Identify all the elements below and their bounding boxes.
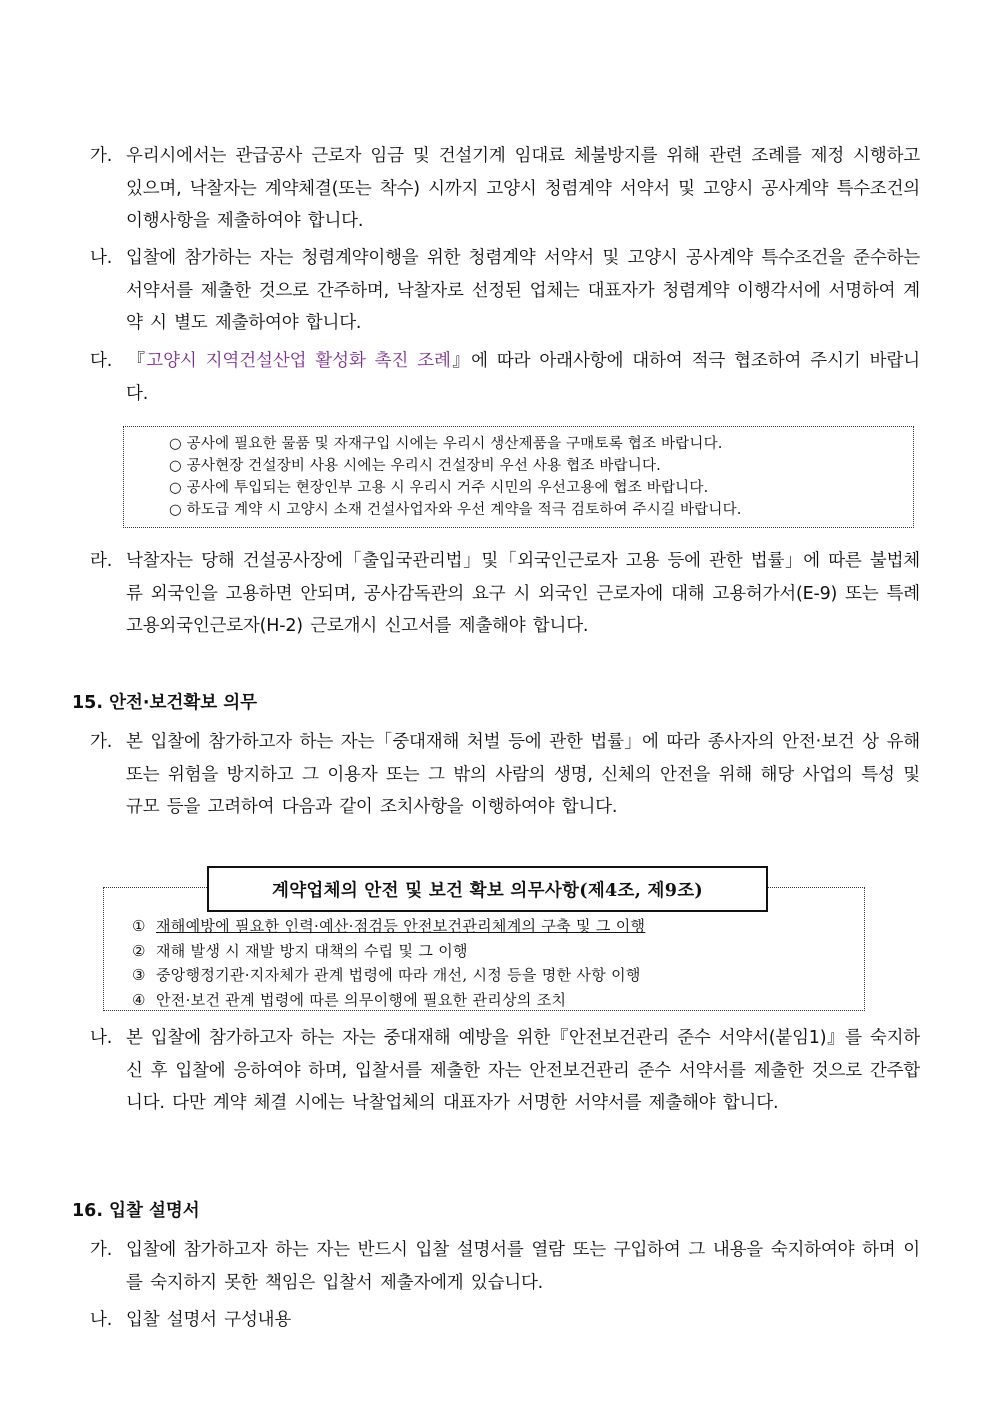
paragraph-14-ga [90,140,920,238]
duty-text: 재해 발생 시 재발 방지 대책의 수립 및 그 이행 [156,941,468,960]
section-15-heading: 15. 안전·보건확보 의무 [72,693,258,713]
notice-item: ○ 공사에 필요한 물품 및 자재구입 시에는 우리시 생산제품을 구매토록 협조 바랍니다. [169,436,723,452]
paragraph-text: 낙찰자는 당해 건설공사장에「출입국관리법」및「외국인근로자 고용 등에 관한 법률」에 따른 불법체류 외국인을 고용하면 안되며, 공사감독관의 요구 시 외국인 근로자에 대해 고용허가서(E-9) 또는 특례고용외국인근로자(H-2) 근로개시 신고서를 제출해야 합니다. [126,551,920,636]
paragraph-14-ra [90,545,920,643]
paragraph-text: 입찰에 참가하고자 하는 자는 반드시 입찰 설명서를 열람 또는 구입하여 그 내용을 숙지하여야 하며 이를 숙지하지 못한 책임은 입찰서 제출자에게 있습니다. [126,1240,920,1293]
item-marker: 라. [90,551,113,571]
notice-item: ○ 하도급 계약 시 고양시 소재 건설사업자와 우선 계약을 적극 검토하여 주시길 바랍니다. [169,502,742,518]
item-marker: 나. [90,1310,113,1330]
item-marker: 나. [90,1028,113,1048]
ordinance-link[interactable]: 고양시 지역건설산업 활성화 촉진 조례 [146,351,451,371]
paragraph-text: 우리시에서는 관급공사 근로자 임금 및 건설기계 임대료 체불방지를 위해 관련 조례를 제정 시행하고 있으며, 낙찰자는 계약체결(또는 착수) 시까지 고양시 청렴계약 서약서 및 고양시 공사계약 특수조건의 이행사항을 제출하여야 합니다. [126,146,920,231]
duty-number: ① [132,917,146,935]
item-marker: 가. [90,732,113,752]
paragraph-text: 본 입찰에 참가하고자 하는 자는「중대재해 처벌 등에 관한 법률」에 따라 종사자의 안전‧보건 상 유해 또는 위험을 방지하고 그 이용자 또는 그 밖의 사람의 생명, 신체의 안전을 위해 해당 사업의 특성 및 규모 등을 고려하여 다음과 같이 조치사항을 이행하여야 합니다. [126,732,920,817]
paragraph-text: 입찰에 참가하는 자는 청렴계약이행을 위한 청렴계약 서약서 및 고양시 공사계약 특수조건을 준수하는 서약서를 제출한 것으로 간주하며, 낙찰자로 선정된 업체는 대표자가 청렴계약 이행각서에 서명하여 계약 시 별도 제출하여야 합니다. [126,248,920,333]
bracket-open: 『 [126,351,147,371]
paragraph-text: 』에 따라 아래사항에 대하여 적극 협조하여 주시기 바랍니다. [126,351,921,404]
duty-number: ② [132,941,146,960]
cooperation-notice-box [123,426,914,528]
item-marker: 다. [90,351,113,371]
paragraph-16-ga [90,1234,920,1299]
item-marker: 가. [90,1240,113,1260]
safety-duties-title: 계약업체의 안전 및 보건 확보 의무사항(제4조, 제9조) [207,866,768,912]
item-marker: 나. [90,248,113,268]
duty-item [132,939,864,964]
duty-number: ④ [132,990,146,1009]
duty-number: ③ [132,966,146,984]
item-marker: 가. [90,146,113,166]
notice-item: ○ 공사현장 건설장비 사용 시에는 우리시 건설장비 우선 사용 협조 바랍니다. [169,458,661,474]
duty-text: 중앙행정기관·지자체가 관계 법령에 따라 개선, 시정 등을 명한 사항 이행 [156,966,641,984]
duty-item [132,963,864,988]
notice-item: ○ 공사에 투입되는 현장인부 고용 시 우리시 거주 시민의 우선고용에 협조 바랍니다. [169,480,709,496]
paragraph-14-da [90,345,920,410]
duty-item [132,988,864,1013]
paragraph-text: 입찰 설명서 구성내용 [126,1310,292,1330]
duty-text: 재해예방에 필요한 인력·예산·점검등 안전보건관리체계의 구축 및 그 이행 [156,917,646,935]
paragraph-14-na [90,242,920,340]
duty-item [132,914,864,939]
paragraph-text: 본 입찰에 참가하고자 하는 자는 중대재해 예방을 위한『안전보건관리 준수 서약서(붙임1)』를 숙지하신 후 입찰에 응하여야 하며, 입찰서를 제출한 자는 안전보건관리 준수 서약서를 제출한 것으로 간주합니다. 다만 계약 체결 시에는 낙찰업체의 대표자가 서명한 서약서를 제출해야 합니다. [126,1028,920,1113]
paragraph-15-ga [90,726,920,824]
paragraph-16-na [90,1304,920,1337]
section-16-heading: 16. 입찰 설명서 [72,1201,200,1221]
duty-text: 안전·보건 관계 법령에 따른 의무이행에 필요한 관리상의 조치 [156,990,567,1009]
paragraph-15-na [90,1022,920,1120]
